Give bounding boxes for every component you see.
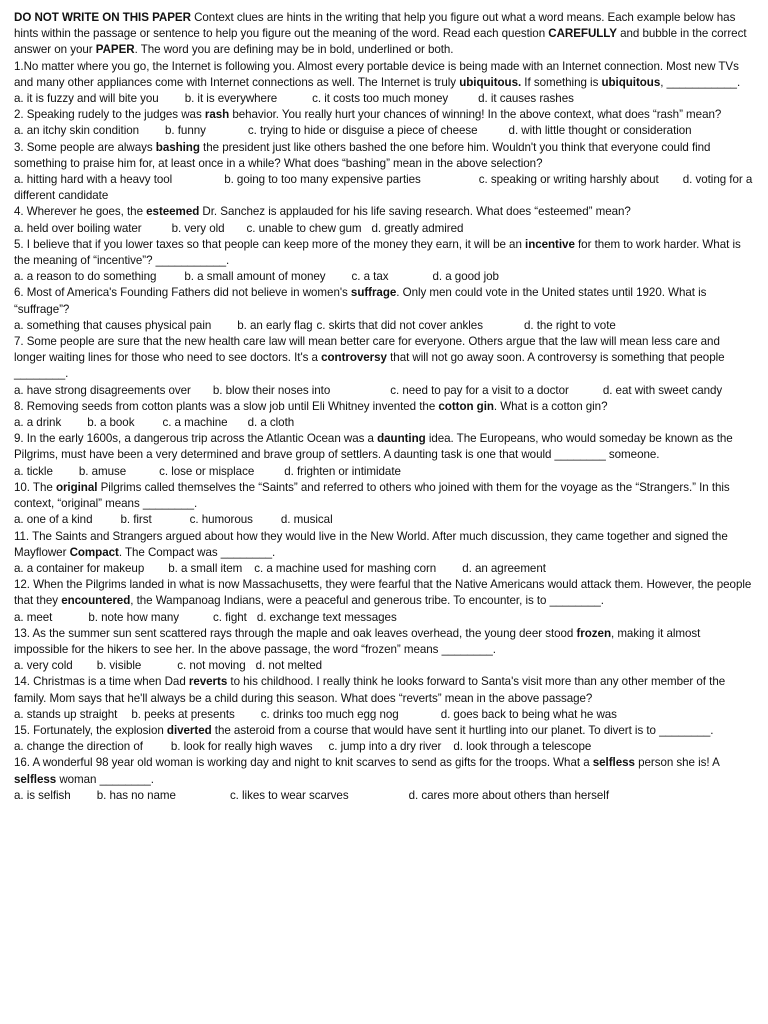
answer-option[interactable]: b. going to too many expensive parties xyxy=(224,173,421,187)
question-text xyxy=(14,399,754,415)
answer-options xyxy=(14,561,754,577)
question-8 xyxy=(14,399,754,431)
answer-option[interactable]: c. a machine used for mashing corn xyxy=(254,561,437,575)
answer-options xyxy=(14,172,754,204)
vocabulary-word: rash xyxy=(204,108,230,122)
vocabulary-word: suffrage xyxy=(350,286,397,300)
answer-option[interactable]: d. look through a telescope xyxy=(453,740,592,754)
vocabulary-word: ubiquitous. xyxy=(459,75,522,89)
answer-option[interactable]: b. a small amount of money xyxy=(184,270,326,284)
question-4 xyxy=(14,204,754,236)
answer-option[interactable]: b. look for really high waves xyxy=(170,740,313,754)
answer-option[interactable]: d. eat with sweet candy xyxy=(602,383,723,397)
answer-option[interactable]: a. a container for makeup xyxy=(14,561,145,575)
question-text xyxy=(14,529,754,561)
question-sentence: behavior. You really hurt your chances of winning! In the above context, what does “rash” mean? xyxy=(229,108,722,122)
answer-option[interactable]: c. skirts that did not cover ankles xyxy=(316,318,483,332)
question-sentence: . What is a cotton gin? xyxy=(493,399,608,413)
question-text xyxy=(14,577,754,609)
answer-options xyxy=(14,383,754,399)
question-sentence: 4. Wherever he goes, the xyxy=(14,205,147,219)
answer-options xyxy=(14,658,754,674)
question-sentence: . Only men could vote in the United states until 1920. What is “suffrage”? xyxy=(14,286,707,316)
vocabulary-word: incentive xyxy=(525,237,575,251)
answer-option[interactable]: a. one of a kind xyxy=(14,513,93,527)
question-text xyxy=(14,204,754,220)
answer-option[interactable]: a. it is fuzzy and will bite you xyxy=(14,92,159,106)
answer-option[interactable]: c. jump into a dry river xyxy=(328,740,442,754)
answer-option[interactable]: d. goes back to being what he was xyxy=(440,707,617,721)
answer-options xyxy=(14,464,754,480)
answer-option[interactable]: a. a reason to do something xyxy=(14,270,157,284)
answer-option[interactable]: b. blow their noses into xyxy=(212,383,331,397)
question-15 xyxy=(14,723,754,755)
vocabulary-word: encountered xyxy=(61,594,131,608)
question-sentence: 5. I believe that if you lower taxes so that people can keep more of the money they earn, it will be an xyxy=(14,237,526,251)
vocabulary-word: selfless xyxy=(14,772,57,786)
question-sentence: 6. Most of America's Founding Fathers did not believe in women's xyxy=(14,286,351,300)
answer-option[interactable]: a. very cold xyxy=(14,659,73,673)
answer-option[interactable]: a. tickle xyxy=(14,464,53,478)
vocabulary-word: esteemed xyxy=(146,205,200,219)
answer-option[interactable]: b. amuse xyxy=(78,464,127,478)
answer-option[interactable]: c. unable to chew gum xyxy=(246,221,362,235)
vocabulary-word: reverts xyxy=(188,675,228,689)
answer-option[interactable]: a. something that causes physical pain xyxy=(14,318,212,332)
question-sentence: 15. Fortunately, the explosion xyxy=(14,723,167,737)
answer-options xyxy=(14,788,754,804)
answer-option[interactable]: a. a drink xyxy=(14,416,62,430)
answer-option[interactable]: c. a tax xyxy=(351,270,389,284)
answer-option[interactable]: b. visible xyxy=(96,659,142,673)
instructions-emphasis: PAPER xyxy=(95,43,135,57)
question-sentence: 10. The xyxy=(14,480,56,494)
answer-options xyxy=(14,123,754,139)
answer-option[interactable]: b. very old xyxy=(171,221,225,235)
question-text xyxy=(14,140,754,172)
question-7 xyxy=(14,334,754,399)
answer-option[interactable]: b. it is everywhere xyxy=(184,92,278,106)
question-11 xyxy=(14,529,754,578)
question-text xyxy=(14,480,754,512)
answer-option[interactable]: b. peeks at presents xyxy=(131,707,235,721)
question-sentence: 11. The Saints and Strangers argued about how they would live in the New World. After much discussion, they came together and signed the Mayflower xyxy=(14,529,728,559)
question-text xyxy=(14,334,754,383)
answer-option[interactable]: c. it costs too much money xyxy=(312,92,449,106)
question-sentence: 1.No matter where you go, the Internet is following you. Almost every portable device is being made with an Internet connection. Most new TVs and many other appliances come with Internet connections as well. The Internet is truly xyxy=(14,59,739,89)
answer-options xyxy=(14,512,754,528)
answer-option[interactable]: c. lose or misplace xyxy=(159,464,255,478)
answer-option[interactable]: b. an early flag xyxy=(237,318,313,332)
vocabulary-word: frozen xyxy=(576,626,611,640)
answer-option[interactable]: a. have strong disagreements over xyxy=(14,383,191,397)
question-sentence: woman ________. xyxy=(56,772,154,786)
warning-heading: DO NOT WRITE ON THIS PAPER xyxy=(14,11,191,24)
answer-option[interactable]: d. exchange text messages xyxy=(256,610,397,624)
answer-option[interactable]: d. a cloth xyxy=(247,416,295,430)
answer-option[interactable]: a. an itchy skin condition xyxy=(14,124,140,138)
answer-options xyxy=(14,269,754,285)
question-sentence: , ___________. xyxy=(660,75,741,89)
question-sentence: to his childhood. I really think he looks forward to Santa's visit more than any other member of the family. Mom says that he'll always be a child during this season. What does “reverts” mean in the above passage? xyxy=(14,675,726,705)
answer-option[interactable]: d. the right to vote xyxy=(523,318,616,332)
answer-option[interactable]: d. a good job xyxy=(432,270,499,284)
answer-option[interactable]: d. it causes rashes xyxy=(478,92,574,106)
answer-option[interactable]: d. not melted xyxy=(255,659,322,673)
vocabulary-word: controversy xyxy=(321,351,387,365)
instructions xyxy=(14,10,754,59)
answer-option[interactable]: c. humorous xyxy=(189,513,253,527)
question-sentence: Pilgrims called themselves the “Saints” and referred to others who joined with them for the voyage as the “Strangers.” In this context, “original” means ________. xyxy=(14,480,730,511)
question-sentence: , making it almost impossible for the hikers to see her. In the above passage, the word “frozen” means ________. xyxy=(14,626,701,656)
answer-option[interactable]: c. trying to hide or disguise a piece of cheese xyxy=(247,124,478,138)
answer-option[interactable]: d. an agreement xyxy=(462,561,546,575)
question-12 xyxy=(14,577,754,626)
instructions-text: . The word you are defining may be in bold, underlined or both. xyxy=(134,43,454,57)
answer-option[interactable]: a. hitting hard with a heavy tool xyxy=(14,173,173,187)
question-text xyxy=(14,59,754,91)
question-text xyxy=(14,107,754,123)
answer-option[interactable]: b. has no name xyxy=(96,788,176,802)
vocabulary-word: diverted xyxy=(166,723,212,737)
question-sentence: that will not go away soon. A controversy is something that people ________. xyxy=(14,351,725,381)
answer-option[interactable]: d. with little thought or consideration xyxy=(508,124,692,138)
instructions-text: and bubble in the correct answer on your xyxy=(14,27,747,57)
answer-option[interactable]: b. note how many xyxy=(88,610,180,624)
question-14 xyxy=(14,674,754,723)
question-sentence: 16. A wonderful 98 year old woman is working day and night to knit scarves to send as gifts for the troops. What a xyxy=(14,756,593,770)
question-sentence: 7. Some people are sure that the new health care law will mean better care for everyone. Others argue that the law will mean less care and longer waiting lines for those who need to see doctors. It's a xyxy=(14,335,720,365)
answer-option[interactable]: d. voting for a different candidate xyxy=(14,173,753,203)
question-sentence: Dr. Sanchez is applauded for his life saving research. What does “esteemed” mean? xyxy=(199,205,631,219)
vocabulary-word: daunting xyxy=(377,432,426,446)
question-10 xyxy=(14,480,754,529)
question-sentence: person she is! A xyxy=(634,756,720,770)
answer-option[interactable]: a. stands up straight xyxy=(14,707,118,721)
answer-options xyxy=(14,221,754,237)
answer-option[interactable]: b. funny xyxy=(165,124,206,138)
question-13 xyxy=(14,626,754,675)
question-9 xyxy=(14,431,754,480)
answer-option[interactable]: c. fight xyxy=(213,610,247,624)
answer-option[interactable]: d. greatly admired xyxy=(371,221,464,235)
question-sentence: . The Compact was ________. xyxy=(118,545,276,559)
vocabulary-word: Compact xyxy=(69,545,119,559)
question-sentence: the asteroid from a course that would have sent it hurtling into our planet. To divert is to ________. xyxy=(211,723,714,737)
answer-option[interactable]: d. cares more about others than herself xyxy=(408,788,609,802)
vocabulary-word: cotton gin xyxy=(438,399,494,413)
question-text xyxy=(14,285,754,317)
question-text xyxy=(14,626,754,658)
question-6 xyxy=(14,285,754,334)
answer-options xyxy=(14,415,754,431)
question-sentence: 14. Christmas is a time when Dad xyxy=(14,675,189,689)
question-sentence: 2. Speaking rudely to the judges was xyxy=(14,108,205,122)
question-list xyxy=(14,59,754,804)
answer-option[interactable]: d. musical xyxy=(280,513,333,527)
answer-option[interactable]: a. meet xyxy=(14,610,53,624)
question-sentence: 12. When the Pilgrims landed in what is now Massachusetts, they were fearful that the Native Americans would attack them. However, the people that they xyxy=(14,578,752,608)
vocabulary-word: bashing xyxy=(155,140,200,154)
question-sentence: 9. In the early 1600s, a dangerous trip across the Atlantic Ocean was a xyxy=(14,432,378,446)
instructions-text: Context clues are hints in the writing that help you figure out what a word means. Each example below has hints within the passage or sentence to help you figure out the meaning of the word. Read each question xyxy=(14,11,736,41)
answer-options xyxy=(14,318,754,334)
answer-option[interactable]: b. a book xyxy=(87,416,135,430)
question-sentence: 3. Some people are always xyxy=(14,140,156,154)
question-sentence: the president just like others bashed the one before him. Wouldn't you think that everyone could find something to praise him for, at least once in a while? What does “bashing” mean in the above selection? xyxy=(14,140,711,170)
question-1 xyxy=(14,59,754,108)
answer-option[interactable]: c. drinks too much egg nog xyxy=(260,707,399,721)
answer-options xyxy=(14,739,754,755)
question-text xyxy=(14,431,754,463)
answer-options xyxy=(14,91,754,107)
answer-options xyxy=(14,610,754,626)
question-5 xyxy=(14,237,754,286)
instructions-emphasis: CAREFULLY xyxy=(548,27,617,41)
vocabulary-word: original xyxy=(55,480,98,494)
answer-options xyxy=(14,707,754,723)
question-text xyxy=(14,237,754,269)
answer-option[interactable]: b. a small item xyxy=(168,561,243,575)
question-sentence: 13. As the summer sun sent scattered rays through the maple and oak leaves overhead, the young deer stood xyxy=(14,626,577,640)
answer-option[interactable]: c. likes to wear scarves xyxy=(229,788,349,802)
answer-option[interactable]: b. first xyxy=(120,513,152,527)
question-sentence: If something is xyxy=(521,75,602,89)
question-3 xyxy=(14,140,754,205)
answer-option[interactable]: a. change the direction of xyxy=(14,740,143,754)
question-sentence: idea. The Europeans, who would someday be known as the Pilgrims, must have been a very determined and brave group of settlers. A daunting task is one that would ________ someone. xyxy=(14,432,733,462)
question-16 xyxy=(14,755,754,804)
question-text xyxy=(14,674,754,706)
question-2 xyxy=(14,107,754,139)
answer-option[interactable]: d. frighten or intimidate xyxy=(284,464,401,478)
question-sentence: , the Wampanoag Indians, were a peaceful and generous tribe. To encounter, is to ________. xyxy=(130,594,604,608)
question-text xyxy=(14,723,754,739)
question-sentence: for them to work harder. What is the meaning of “incentive”? ___________. xyxy=(14,237,741,268)
question-text xyxy=(14,755,754,787)
question-sentence: 8. Removing seeds from cotton plants was a slow job until Eli Whitney invented the xyxy=(14,399,439,413)
answer-option[interactable]: c. need to pay for a visit to a doctor xyxy=(390,383,569,397)
vocabulary-word: ubiquitous xyxy=(601,75,661,89)
answer-option[interactable]: c. speaking or writing harshly about xyxy=(478,173,659,187)
answer-option[interactable]: a. is selfish xyxy=(14,788,71,802)
answer-option[interactable]: c. a machine xyxy=(162,416,228,430)
vocabulary-word: selfless xyxy=(592,756,635,770)
answer-option[interactable]: c. not moving xyxy=(177,659,246,673)
answer-option[interactable]: a. held over boiling water xyxy=(14,221,142,235)
